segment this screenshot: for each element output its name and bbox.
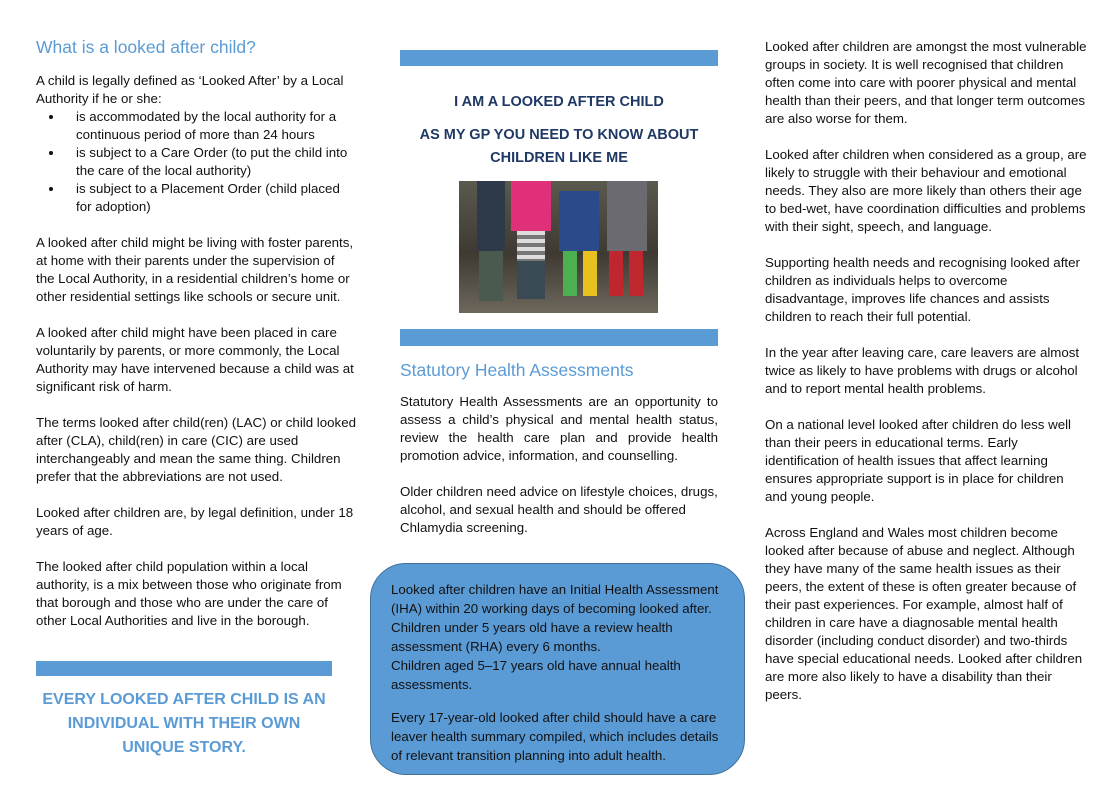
- callout-text: Children under 5 years old have a review health assessment (RHA) every 6 months.: [391, 620, 673, 654]
- list-item: • is subject to a Care Order (to put the child into the care of the local authority): [64, 144, 356, 180]
- paragraph: A looked after child might have been placed in care voluntarily by parents, or more commonly, the Local Authority may have intervened because a child was at significant risk of harm.: [36, 325, 354, 394]
- paragraph: Looked after children when considered as a group, are likely to struggle with their behaviour and emotional needs. They also are more likely than others their age to bed-wet, have coordination difficulties and problems with their sight, speech, and language.: [765, 147, 1087, 234]
- health-assessment-callout: [370, 563, 745, 775]
- callout-text: Looked after children have an Initial Health Assessment (IHA) within 20 working days of becoming looked after.: [391, 582, 719, 616]
- definition-list: [0, 108, 356, 216]
- section-heading: What is a looked after child?: [36, 37, 256, 57]
- paragraph: On a national level looked after children do less well than their peers in educational terms. Early identification of health issues that affect learning ensures appropriate support is in place for children and young people.: [765, 417, 1072, 504]
- paragraph: Statutory Health Assessments are an opportunity to assess a child’s physical and mental health status, review the health care plan and provide health promotion advice, information, and counselling.: [400, 394, 718, 463]
- paragraph: The terms looked after child(ren) (LAC) or child looked after (CLA), child(ren) in care (CIC) are used interchangeably and mean the same thing. Children prefer that the abbreviations are not used.: [36, 415, 356, 484]
- callout-text: Children aged 5–17 years old have annual health assessments.: [391, 658, 681, 692]
- intro-text: A child is legally defined as ‘Looked After’ by a Local Authority if he or she:: [36, 73, 344, 106]
- title-line: AS MY GP YOU NEED TO KNOW ABOUT CHILDREN LIKE ME: [419, 127, 699, 166]
- list-item: • is accommodated by the local authority for a continuous period of more than 24 hours: [64, 108, 356, 144]
- paragraph: A looked after child might be living with foster parents, at home with their parents under the supervision of the Local Authority, in a residential children’s home or other residential settings like schools or secure unit.: [36, 235, 354, 304]
- middle-column: [400, 361, 718, 555]
- right-column: [765, 38, 1087, 722]
- paragraph: Older children need advice on lifestyle choices, drugs, alcohol, and sexual health and should be offered Chlamydia screening.: [400, 484, 718, 535]
- paragraph: Looked after children are, by legal definition, under 18 years of age.: [36, 505, 354, 538]
- paragraph: In the year after leaving care, care leavers are almost twice as likely to have problems with drugs or alcohol and to report mental health problems.: [765, 345, 1080, 396]
- slogan: EVERY LOOKED AFTER CHILD IS AN INDIVIDUAL WITH THEIR OWN UNIQUE STORY.: [42, 691, 326, 756]
- divider-bar: [400, 50, 718, 66]
- paragraph: Looked after children are amongst the most vulnerable groups in society. It is well recognised that children often come into care with poorer physical and mental health than their peers, and that longer term outcomes are also worse for them.: [765, 39, 1087, 126]
- list-item: • is subject to a Placement Order (child placed for adoption): [64, 180, 356, 216]
- children-boots-photo: [459, 181, 658, 313]
- section-heading: Statutory Health Assessments: [400, 360, 634, 380]
- paragraph: The looked after child population within a local authority, is a mix between those who originate from that borough and those who are under the care of other Local Authorities and live in the borough.: [36, 559, 342, 628]
- paragraph: Across England and Wales most children become looked after because of abuse and neglect. Although they have many of the same health issues as their peers, the extent of these is often greater because of their past experiences. For example, almost half of children in care have a diagnosable mental health disorder (including conduct disorder) and two-thirds have special educational needs. Looked after children are more also likely to have a disability than their peers.: [765, 525, 1083, 702]
- title-line: I AM A LOOKED AFTER CHILD: [454, 94, 664, 110]
- paragraph: Supporting health needs and recognising looked after children as individuals helps to overcome disadvantage, improves life chances and assists children to reach their full potential.: [765, 255, 1080, 324]
- callout-text: Every 17-year-old looked after child should have a care leaver health summary compiled, which includes details of relevant transition planning into adult health.: [391, 710, 719, 763]
- divider-bar: [400, 329, 718, 346]
- left-column: [36, 38, 356, 648]
- divider-bar: [36, 661, 332, 676]
